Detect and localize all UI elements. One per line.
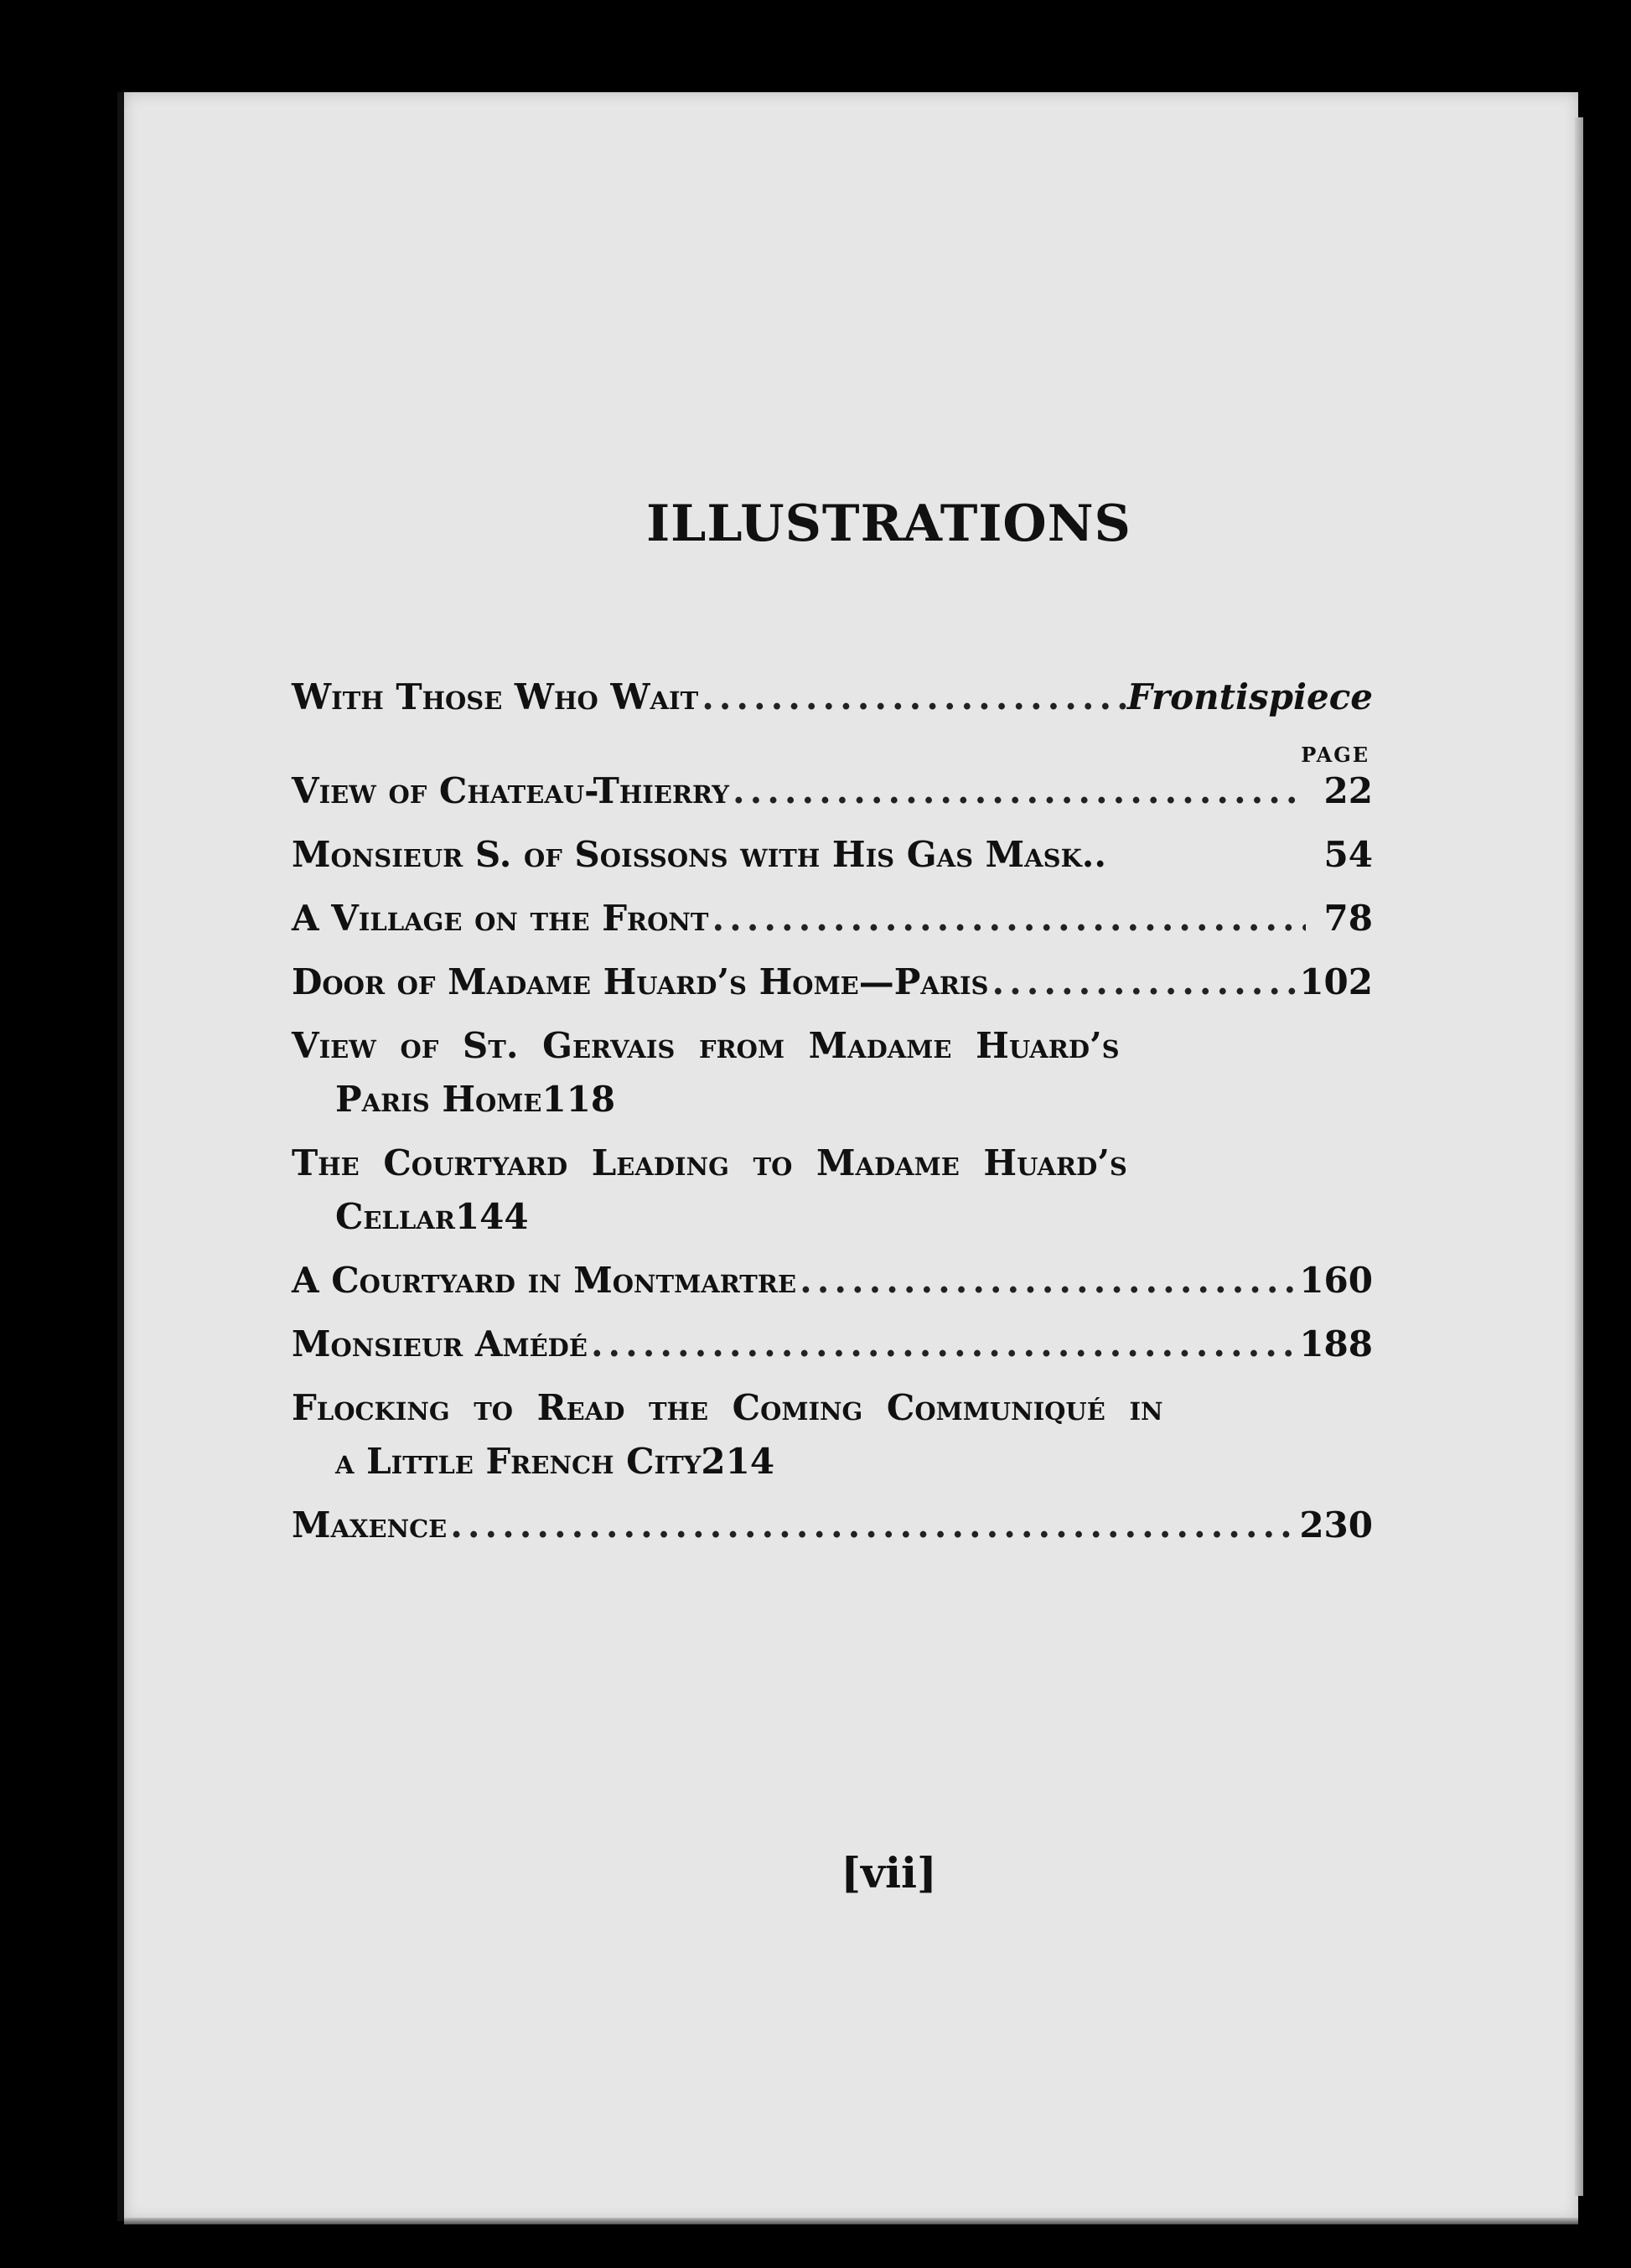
list-item — [292, 1499, 1373, 1552]
list-item — [292, 955, 1373, 1009]
page-number: 160 — [1299, 1260, 1373, 1301]
page-number: 54 — [1323, 834, 1373, 875]
list-item — [292, 1254, 1373, 1307]
list-item — [292, 892, 1373, 945]
page-number: 230 — [1299, 1504, 1373, 1546]
page-number: 102 — [1299, 961, 1373, 1002]
dot-leader — [729, 764, 1306, 818]
entry-label-line1: The Courtyard Leading to Madame Huard’s — [292, 1142, 1127, 1183]
dot-leader — [447, 1499, 1299, 1552]
entry-label-line2: a Little French City — [335, 1441, 702, 1482]
dot-leader — [698, 671, 1127, 724]
page-title: ILLUSTRATIONS — [646, 495, 1131, 553]
dot-leader — [988, 955, 1299, 1009]
page-number: 144 — [454, 1196, 529, 1237]
entry-label: Maxence — [292, 1504, 448, 1546]
list-item — [292, 1137, 1373, 1244]
entry-label-line1: View of St. Gervais from Madame Huard’s — [292, 1025, 1120, 1066]
entry-label: A Courtyard in Montmartre — [292, 1260, 797, 1301]
list-item — [292, 1019, 1373, 1126]
dot-leader — [709, 892, 1306, 945]
frontispiece-note: Frontispiece — [1126, 676, 1373, 717]
list-item — [292, 1381, 1373, 1489]
book-page — [117, 92, 1578, 2221]
illustrations-list — [292, 671, 1373, 1562]
entry-label: A Village on the Front — [292, 898, 709, 939]
list-item — [292, 828, 1373, 882]
page-number: 214 — [701, 1441, 775, 1482]
entry-label-line2: Paris Home — [335, 1079, 542, 1120]
entry-label-line2: Cellar — [335, 1196, 455, 1237]
page-column-heading: PAGE — [1301, 743, 1370, 767]
page-number: 118 — [541, 1079, 616, 1120]
page-edge-bottom — [124, 2218, 1578, 2224]
page-number: 22 — [1323, 770, 1373, 811]
entry-label: View of Chateau-Thierry — [292, 770, 729, 811]
entry-label: Door of Madame Huard’s Home—Paris — [292, 961, 989, 1002]
entry-label: Monsieur Amédé — [292, 1323, 588, 1364]
page-folio: [vii] — [841, 1848, 937, 1898]
list-item — [292, 764, 1373, 818]
entry-label: Monsieur S. of Soissons with His Gas Mask.. — [292, 834, 1107, 875]
entry-label: With Those Who Wait — [292, 676, 699, 717]
dot-leader — [796, 1254, 1299, 1307]
list-item — [292, 1318, 1373, 1371]
page-number: 78 — [1323, 898, 1373, 939]
entry-label-line1: Flocking to Read the Coming Communiqué in — [292, 1387, 1163, 1428]
frontispiece-entry — [292, 671, 1373, 724]
page-number: 188 — [1299, 1323, 1373, 1364]
dot-leader — [588, 1318, 1299, 1371]
